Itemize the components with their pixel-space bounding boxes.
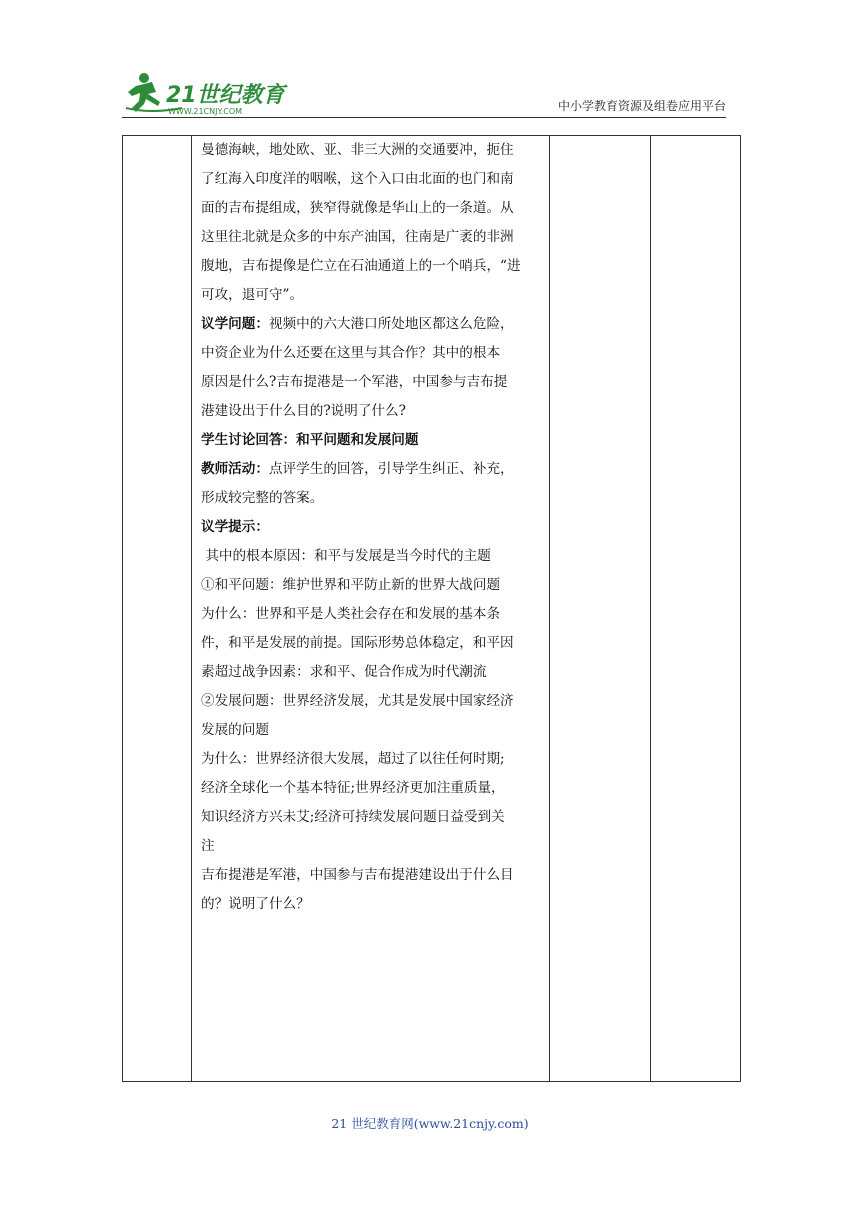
intro-line: 面的吉布提组成，狭窄得就像是华山上的一条道。从: [201, 200, 514, 216]
hint-line: 件，和平是发展的前提。国际形势总体稳定，和平因: [201, 635, 514, 651]
teacher-line: [201, 455, 541, 484]
lesson-content: [192, 136, 549, 919]
question-line: [201, 310, 541, 339]
teacher-line: 形成较完整的答案。: [201, 490, 324, 506]
teacher-text: 点评学生的回答，引导学生纠正、补充，: [268, 461, 514, 477]
hint-line: 的？说明了什么？: [201, 896, 310, 912]
table-cell-stage: [123, 136, 192, 1082]
hint-line: 注: [201, 838, 215, 854]
question-line: 原因是什么?吉布提港是一个军港，中国参与吉布提: [201, 374, 508, 390]
runner-logo-icon: [122, 68, 292, 118]
hint-line: 吉布提港是军港，中国参与吉布提港建设出于什么目: [201, 867, 514, 883]
header-divider: [122, 117, 726, 118]
table-row: [123, 136, 741, 1082]
hint-line: ②发展问题：世界经济发展，尤其是发展中国家经济: [201, 693, 514, 709]
hint-line: 其中的根本原因：和平与发展是当今时代的主题: [201, 548, 491, 564]
hint-label: 议学提示：: [201, 519, 269, 535]
hint-line: 发展的问题: [201, 722, 269, 738]
question-line: 港建设出于什么目的?说明了什么?: [201, 403, 406, 419]
table-cell-student-activity: [550, 136, 651, 1082]
hint-line: 经济全球化一个基本特征;世界经济更加注重质量，: [201, 780, 505, 796]
intro-line: 可攻，退可守”。: [201, 287, 304, 303]
intro-line: 曼德海峡，地处欧、亚、非三大洲的交通要冲，扼住: [201, 142, 514, 158]
intro-line: 了红海入印度洋的咽喉，这个入口由北面的也门和南: [201, 171, 514, 187]
question-text: 视频中的六大港口所处地区都这么危险，: [268, 316, 514, 332]
question-line: 中资企业为什么还要在这里与其合作？其中的根本: [201, 345, 501, 361]
hint-line: 素超过战争因素：求和平、促合作成为时代潮流: [201, 664, 487, 680]
table-cell-content: [192, 136, 550, 1082]
table-cell-design-intent: [651, 136, 741, 1082]
logo-text: 21世纪教育: [166, 83, 285, 108]
lesson-table: [122, 135, 741, 1082]
hint-line: 为什么：世界和平是人类社会存在和发展的基本条: [201, 606, 501, 622]
hint-line: ①和平问题：维护世界和平防止新的世界大战问题: [201, 577, 501, 593]
page-footer: 21 世纪教育网(www.21cnjy.com): [331, 1116, 529, 1131]
hint-line: 知识经济方兴未艾;经济可持续发展问题日益受到关: [201, 809, 505, 825]
logo-url: WWW.21CNJY.COM: [168, 107, 243, 116]
page-header: [122, 68, 726, 118]
teacher-label: 教师活动：: [201, 461, 269, 477]
intro-line: 这里往北就是众多的中东产油国，往南是广袤的非洲: [201, 229, 514, 245]
site-logo[interactable]: [122, 68, 292, 118]
question-label: 议学问题：: [201, 316, 269, 332]
intro-line: 腹地，吉布提像是伫立在石油通道上的一个哨兵，“进: [201, 258, 521, 274]
student-answer: 学生讨论回答：和平问题和发展问题: [201, 432, 419, 448]
platform-title: 中小学教育资源及组卷应用平台: [557, 99, 726, 113]
hint-line: 为什么：世界经济很大发展，超过了以往任何时期;: [201, 751, 505, 767]
